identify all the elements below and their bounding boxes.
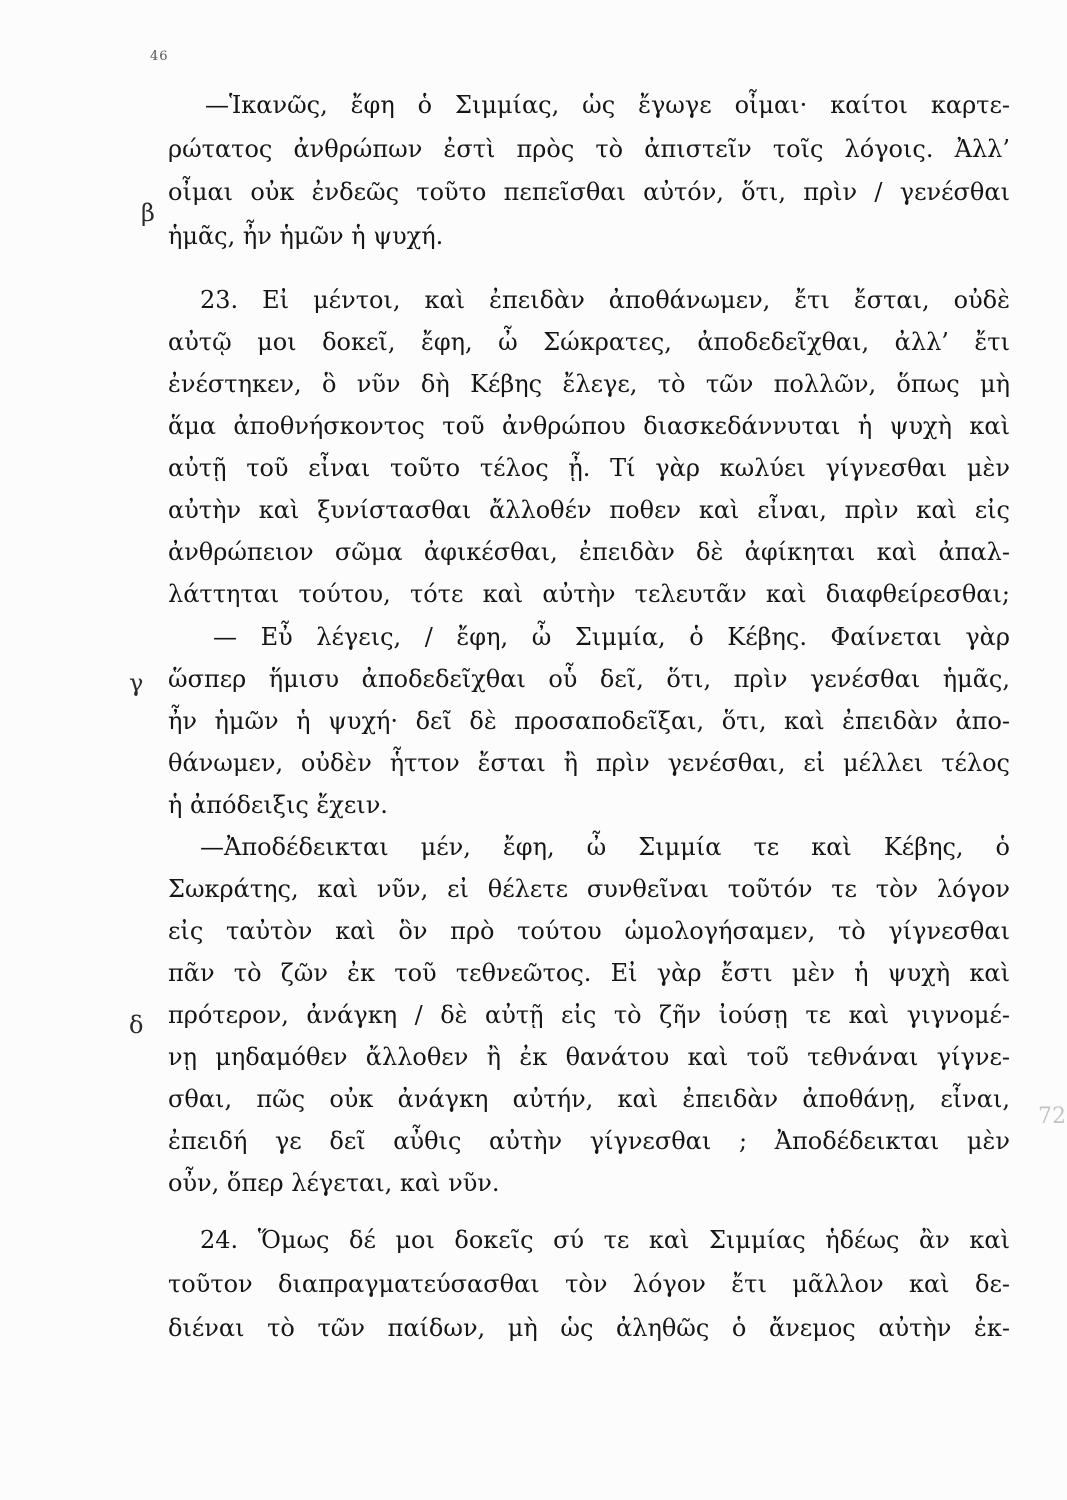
text-line: οἶμαι οὐκ ἐνδεῶς τοῦτο πεπεῖσθαι αὐτόν, ὅτι, πρὶν / γενέσθαι bbox=[168, 178, 1010, 206]
text-line: εἰς ταὐτὸν καὶ ὃν πρὸ τούτου ὡμολογήσαμεν, τὸ γίγνεσθαι bbox=[168, 917, 1010, 945]
text-line: θάνωμεν, οὐδὲν ἧττον ἔσται ἢ πρὶν γενέσθαι, εἰ μέλλει τέλος bbox=[168, 749, 1010, 777]
margin-section-letter: δ bbox=[129, 1011, 144, 1039]
text-line: οὖν, ὅπερ λέγεται, καὶ νῦν. bbox=[168, 1169, 500, 1197]
margin-section-letter: γ bbox=[129, 669, 144, 697]
text-line: νῃ μηδαμόθεν ἄλλοθεν ἢ ἐκ θανάτου καὶ τοῦ τεθνάναι γίγνε- bbox=[168, 1043, 1010, 1071]
text-line: — Εὖ λέγεις, / ἔφη, ὦ Σιμμία, ὁ Κέβης. Φαίνεται γὰρ bbox=[213, 623, 1010, 651]
text-line: Σωκράτης, καὶ νῦν, εἰ θέλετε συνθεῖναι τοῦτόν τε τὸν λόγον bbox=[168, 875, 1010, 903]
page-number: 46 bbox=[150, 49, 169, 64]
text-line: ἐπειδή γε δεῖ αὖθις αὐτὴν γίγνεσθαι ; Ἀποδέδεικται μὲν bbox=[168, 1127, 1010, 1155]
text-line: πᾶν τὸ ζῶν ἐκ τοῦ τεθνεῶτος. Εἰ γὰρ ἔστι μὲν ἡ ψυχὴ καὶ bbox=[168, 959, 1010, 987]
text-line: ὥσπερ ἥμισυ ἀποδεδεῖχθαι οὗ δεῖ, ὅτι, πρὶν γενέσθαι ἡμᾶς, bbox=[168, 665, 1010, 693]
text-line: σθαι, πῶς οὐκ ἀνάγκη αὐτήν, καὶ ἐπειδὰν ἀποθάνῃ, εἶναι, bbox=[168, 1085, 1010, 1113]
text-line: 23. Εἰ μέντοι, καὶ ἐπειδὰν ἀποθάνωμεν, ἔτι ἔσται, οὐδὲ bbox=[200, 286, 1010, 314]
text-line: αὐτῇ τοῦ εἶναι τοῦτο τέλος ᾖ. Τί γὰρ κωλύει γίγνεσθαι μὲν bbox=[168, 454, 1010, 482]
text-line: ἦν ἡμῶν ἡ ψυχή· δεῖ δὲ προσαποδεῖξαι, ὅτι, καὶ ἐπειδὰν ἀπο- bbox=[168, 707, 1010, 735]
margin-section-letter: β bbox=[141, 199, 155, 227]
text-line: ἐνέστηκεν, ὃ νῦν δὴ Κέβης ἔλεγε, τὸ τῶν πολλῶν, ὅπως μὴ bbox=[168, 370, 1010, 398]
text-line: ἅμα ἀποθνήσκοντος τοῦ ἀνθρώπου διασκεδάννυται ἡ ψυχὴ καὶ bbox=[168, 412, 1010, 440]
text-line: τοῦτον διαπραγματεύσασθαι τὸν λόγον ἔτι μᾶλλον καὶ δε- bbox=[168, 1270, 1010, 1298]
text-line: πρότερον, ἀνάγκη / δὲ αὐτῇ εἰς τὸ ζῆν ἰούσῃ τε καὶ γιγνομέ- bbox=[168, 1001, 1010, 1029]
text-line: ρώτατος ἀνθρώπων ἐστὶ πρὸς τὸ ἀπιστεῖν τοῖς λόγοις. Ἀλλ’ bbox=[168, 135, 1010, 163]
text-line: —Ἱκανῶς, ἔφη ὁ Σιμμίας, ὡς ἔγωγε οἶμαι· καίτοι καρτε- bbox=[205, 91, 1010, 119]
margin-page-reference: 72 bbox=[1038, 1104, 1066, 1129]
text-line: 24. Ὅμως δέ μοι δοκεῖς σύ τε καὶ Σιμμίας ἡδέως ἂν καὶ bbox=[200, 1226, 1010, 1254]
text-line: διέναι τὸ τῶν παίδων, μὴ ὡς ἀληθῶς ὁ ἄνεμος αὐτὴν ἐκ- bbox=[168, 1314, 1010, 1342]
text-line: ἡμᾶς, ἦν ἡμῶν ἡ ψυχή. bbox=[168, 222, 444, 250]
text-line: ἀνθρώπειον σῶμα ἀφικέσθαι, ἐπειδὰν δὲ ἀφίκηται καὶ ἀπαλ- bbox=[168, 538, 1010, 566]
text-line: ἡ ἀπόδειξις ἔχειν. bbox=[168, 791, 388, 819]
text-line: λάττηται τούτου, τότε καὶ αὐτὴν τελευτᾶν καὶ διαφθείρεσθαι; bbox=[168, 580, 1010, 608]
text-line: —Ἀποδέδεικται μέν, ἔφη, ὦ Σιμμία τε καὶ Κέβης, ὁ bbox=[200, 833, 1010, 861]
text-line: αὐτῷ μοι δοκεῖ, ἔφη, ὦ Σώκρατες, ἀποδεδεῖχθαι, ἀλλ’ ἔτι bbox=[168, 328, 1010, 356]
text-line: αὐτὴν καὶ ξυνίστασθαι ἄλλοθέν ποθεν καὶ εἶναι, πρὶν καὶ εἰς bbox=[168, 496, 1010, 524]
